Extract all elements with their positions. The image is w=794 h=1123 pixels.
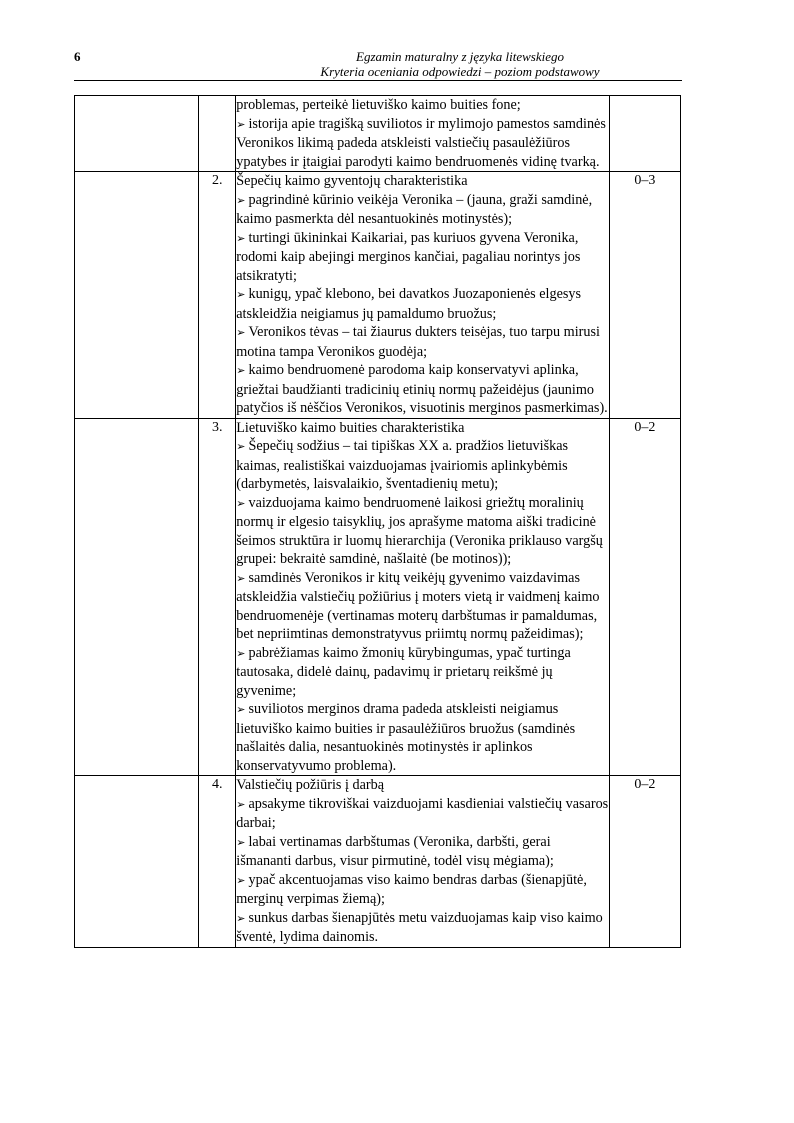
- criterion-content: [236, 776, 610, 948]
- list-item-text: Veronikos tėvas – tai žiaurus dukters teisėjas, tuo tarpu mirusi motina tampa Veronikos guodėja;: [236, 324, 600, 360]
- criterion-title: Lietuviško kaimo buities charakteristika: [236, 419, 465, 436]
- criterion-content: [236, 418, 610, 776]
- blank-cell: [75, 172, 199, 419]
- list-item-text: ypač akcentuojamas viso kaimo bendras darbas (šienapjūtė, merginų verpimas žiemą);: [236, 871, 587, 907]
- blank-cell: [75, 418, 199, 776]
- list-item: [236, 871, 609, 909]
- list-item-text: suviliotos merginos drama padeda atskleisti neigiamus lietuviško kaimo buities ir pasaulėžiūros bruožus (samdinės našlaitės dalia, nesantuokinės motinystės ir aplinkos konservatyvumo problema).: [236, 701, 576, 774]
- arrow-bullet-icon: ➢: [236, 797, 246, 811]
- page-header: [180, 49, 740, 79]
- list-item-text: samdinės Veronikos ir kitų veikėjų gyvenimo vaizdavimas atskleidžia valstiečių požiūrius į moters vietą ir vaidmenį kaimo bendruomenėje (vertinamas moterų darbštumas ir pamaldumas, bet nepriimtinas demonstratyvus priimtų normų pažeidimas);: [236, 569, 600, 642]
- table-row: [75, 418, 681, 776]
- list-item-text: kaimo bendruomenė parodoma kaip konservatyvi aplinka, griežtai baudžianti tradicinių etinių normų pažeidėjus (jaunimo patyčios iš nėščios Veronikos, visuotinis merginos pasmerkimas).: [236, 362, 608, 416]
- criterion-title: problemas, perteikė lietuviško kaimo buities fone;: [236, 97, 521, 113]
- criterion-content: [236, 96, 610, 172]
- criterion-points: [609, 96, 680, 172]
- list-item: [236, 795, 609, 833]
- list-item: [236, 833, 609, 871]
- arrow-bullet-icon: ➢: [236, 873, 246, 887]
- arrow-bullet-icon: ➢: [236, 231, 246, 245]
- criterion-points: 0–2: [609, 776, 680, 948]
- list-item-text: labai vertinamas darbštumas (Veronika, darbšti, gerai išmananti darbus, visur pirmutinė, todėl visų mėgiama);: [236, 833, 554, 869]
- criterion-number: [199, 96, 236, 172]
- list-item-text: pabrėžiamas kaimo žmonių kūrybingumas, ypač turtinga tautosaka, didelė dainų, padavimų ir prietarų reikšmė jų gyvenime;: [236, 644, 571, 699]
- list-item: [236, 569, 609, 644]
- arrow-bullet-icon: ➢: [236, 117, 246, 131]
- list-item: [236, 229, 609, 286]
- list-item: [236, 115, 609, 172]
- list-item-text: turtingi ūkininkai Kaikariai, pas kuriuos gyvena Veronika, rodomi kaip abejingi merginos kančiai, pagaliau norintys jos atsikratyti;: [236, 229, 581, 284]
- list-item: [236, 361, 609, 418]
- criterion-points: 0–2: [609, 418, 680, 776]
- header-divider: [74, 80, 682, 81]
- arrow-bullet-icon: ➢: [236, 288, 246, 301]
- list-item-text: Šepečių sodžius – tai tipiškas XX a. pradžios lietuviškas kaimas, realistiškai vaizduojamas įvairiomis aplinkybėmis (darbymetės, laisvalaikio, šventadienių metu);: [236, 438, 569, 492]
- header-line-1: Egzamin maturalny z języka litewskiego: [356, 49, 564, 64]
- criterion-title: Valstiečių požiūris į darbą: [236, 777, 384, 793]
- criterion-number: 4.: [199, 776, 236, 948]
- list-item: [236, 323, 609, 361]
- arrow-bullet-icon: ➢: [236, 703, 246, 716]
- arrow-bullet-icon: ➢: [236, 326, 246, 339]
- list-item: [236, 700, 609, 775]
- header-line-2: Kryteria oceniania odpowiedzi – poziom podstawowy: [320, 64, 600, 79]
- arrow-bullet-icon: ➢: [236, 835, 246, 849]
- arrow-bullet-icon: ➢: [236, 496, 246, 510]
- list-item: [236, 909, 609, 947]
- criterion-title: Šepečių kaimo gyventojų charakteristika: [236, 173, 468, 189]
- table-row: [75, 776, 681, 948]
- arrow-bullet-icon: ➢: [236, 364, 246, 377]
- criterion-content: [236, 172, 610, 419]
- list-item-text: istorija apie tragišką suviliotos ir mylimojo pamestos samdinės Veronikos likimą padeda atskleisti valstiečių pasaulėžiūros ypatybes ir įtaigiai parodyti kaimo bendruomenės vidinę tvarką.: [236, 115, 606, 170]
- list-item: [236, 644, 609, 701]
- arrow-bullet-icon: ➢: [236, 911, 246, 925]
- criterion-points: 0–3: [609, 172, 680, 419]
- list-item-text: kunigų, ypač klebono, bei davatkos Juozaponienės elgesys atskleidžia neigiamus jų pamaldumo bruožus;: [236, 286, 582, 322]
- list-item-text: pagrindinė kūrinio veikėja Veronika – (jauna, graži samdinė, kaimo pasmerkta dėl nesantuokinės motinystės);: [236, 191, 593, 227]
- criterion-number: 2.: [199, 172, 236, 419]
- table-row: [75, 172, 681, 419]
- arrow-bullet-icon: ➢: [236, 440, 246, 453]
- criterion-number: 3.: [199, 418, 236, 776]
- arrow-bullet-icon: ➢: [236, 646, 246, 660]
- list-item-text: apsakyme tikroviškai vaizduojami kasdieniai valstiečių vasaros darbai;: [236, 795, 609, 831]
- list-item: [236, 494, 609, 569]
- arrow-bullet-icon: ➢: [236, 571, 246, 585]
- list-item: [236, 285, 609, 323]
- table-row: [75, 96, 681, 172]
- list-item: [236, 191, 609, 229]
- criteria-table: [74, 95, 681, 948]
- blank-cell: [75, 776, 199, 948]
- blank-cell: [75, 96, 199, 172]
- arrow-bullet-icon: ➢: [236, 193, 246, 207]
- list-item-text: vaizduojama kaimo bendruomenė laikosi griežtų moralinių normų ir elgesio taisyklių, jos aprašyme matoma aiški tradicinė šeimos struktūra ir luomų hierarchija (Veronika priklauso vargšų grupei: bekraitė samdinė, našlaitė (be motinos));: [236, 494, 603, 567]
- page-number: 6: [74, 49, 81, 64]
- list-item: [236, 437, 609, 494]
- list-item-text: sunkus darbas šienapjūtės metu vaizduojamas kaip viso kaimo šventė, lydima dainomis.: [236, 909, 603, 945]
